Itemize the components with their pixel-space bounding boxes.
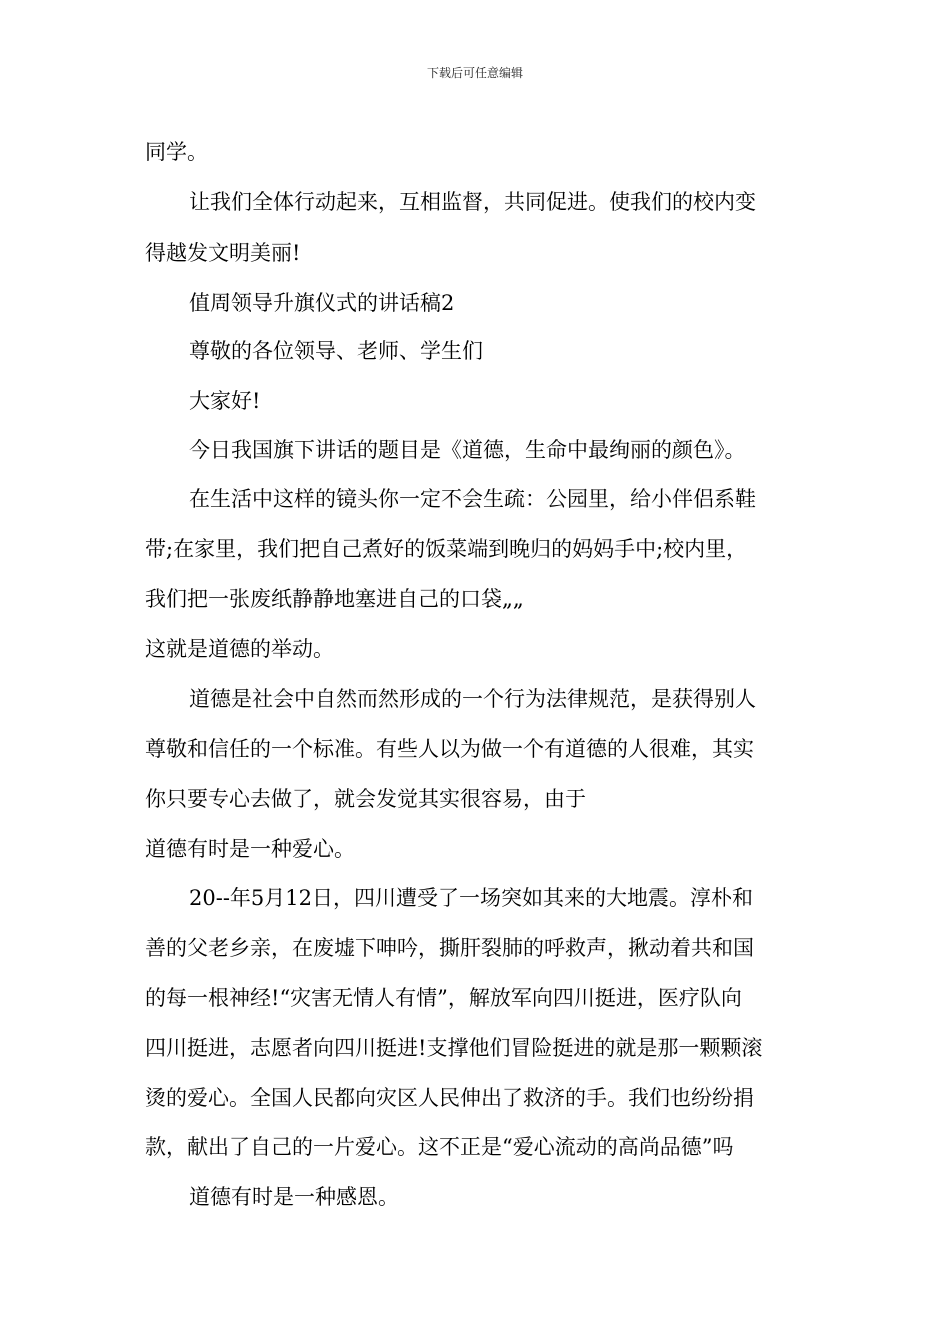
text-line: 我们把一张废纸静静地塞进自己的口袋„„ <box>145 587 524 611</box>
text-line: 带;在家里，我们把自己煮好的饭菜端到晚归的妈妈手中;校内里， <box>145 537 748 561</box>
section-heading: 值周领导升旗仪式的讲话稿2 <box>189 291 455 315</box>
text-line: 尊敬和信任的一个标准。有些人以为做一个有道德的人很难，其实 <box>145 737 754 761</box>
text-line: 今日我国旗下讲话的题目是《道德，生命中最绚丽的颜色》。 <box>189 438 746 462</box>
text-line: 20--年5月12日，四川遭受了一场突如其来的大地震。淳朴和 <box>189 886 753 910</box>
text-line: 四川挺进，志愿者向四川挺进!支撑他们冒险挺进的就是那一颗颗滚 <box>145 1036 763 1060</box>
text-line: 尊敬的各位领导、老师、学生们 <box>189 339 483 363</box>
text-line: 这就是道德的举动。 <box>145 637 334 661</box>
text-line: 善的父老乡亲，在废墟下呻吟，撕肝裂肺的呼救声，揪动着共和国 <box>145 936 754 960</box>
text-line: 你只要专心去做了，就会发觉其实很容易，由于 <box>145 787 586 811</box>
text-line: 大家好! <box>189 389 261 413</box>
text-line: 烫的爱心。全国人民都向灾区人民伸出了救济的手。我们也纷纷捐 <box>145 1086 754 1110</box>
text-line: 道德有时是一种感恩。 <box>189 1185 399 1209</box>
text-line: 得越发文明美丽! <box>145 241 301 265</box>
text-line: 道德有时是一种爱心。 <box>145 837 355 861</box>
text-line: 道德是社会中自然而然形成的一个行为法律规范，是获得别人 <box>189 687 756 711</box>
text-line: 让我们全体行动起来，互相监督，共同促进。使我们的校内变 <box>189 190 756 214</box>
page-header-note: 下载后可任意编辑 <box>426 66 523 80</box>
text-line: 同学。 <box>145 140 208 164</box>
text-line: 款，献出了自己的一片爱心。这不正是“爱心流动的高尚品德”吗 <box>145 1135 734 1159</box>
text-line: 的每一根神经!“灾害无情人有情”，解放军向四川挺进，医疗队向 <box>145 986 742 1010</box>
text-line: 在生活中这样的镜头你一定不会生疏：公园里，给小伴侣系鞋 <box>189 487 756 511</box>
